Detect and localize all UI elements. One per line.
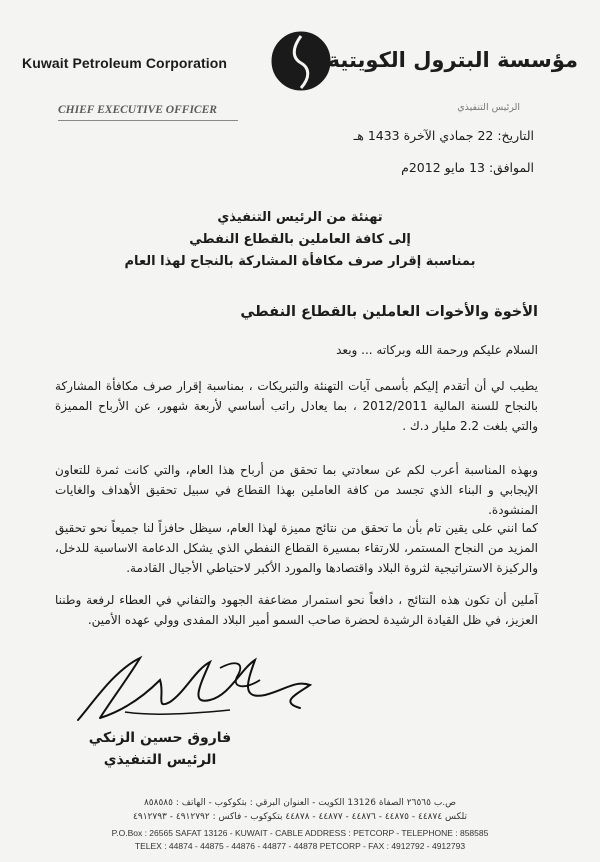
footer-arabic-contacts: تلكس ٤٤٨٧٤ - ٤٤٨٧٥ - ٤٤٨٧٦ - ٤٤٨٧٧ - ٤٤٨٧٨ بتكوكوب - فاكس : ٤٩١٢٧٩٢ - ٤٩١٢٧٩٣ xyxy=(133,812,467,822)
org-name-english: Kuwait Petroleum Corporation xyxy=(22,55,228,71)
heading-line-2: إلى كافة العاملين بالقطاع النفطي xyxy=(189,232,411,247)
paragraph-3: كما انني على يقين تام بأن ما تحقق من نتائج مميزة لهذا العام، سيظل حافزاً لنا جميعاً نحو تحقيق المزيد من النجاح المستمر، للارتقاء بمسيرة القطاع النفطي الذي يشكل الدعامة الاساسية للدخل، والركيزة الاستراتيجية لثروة البلاد واقتصادها والمورد الأكبر لاحتياطي الأجيال القادمة. xyxy=(55,521,538,575)
heading-line-1: تهنئة من الرئيس التنفيذي xyxy=(217,210,383,225)
paragraph-2: وبهذه المناسبة أعرب لكم عن سعادتي بما تحقق من أرباح هذا العام، والتي كانت ثمرة للتعاون الإيجابي و البناء الذي تجسد من كافة العاملين بهذا القطاع في سبيل تحقيق الأهداف والغايات المنشودة. xyxy=(55,463,538,517)
heading-line-3: بمناسبة إقرار صرف مكافأة المشاركة بالنجاح لهذا العام xyxy=(124,254,476,269)
org-name-arabic: مؤسسة البترول الكويتية xyxy=(327,48,578,72)
footer-english-contacts: TELEX : 44874 - 44875 - 44876 - 44877 - 44878 PETCORP - FAX : 4912792 - 4912793 xyxy=(134,841,466,851)
gregorian-date: الموافق: 13 مايو 2012م xyxy=(401,160,534,175)
hijri-date: التاريخ: 22 جمادي الآخرة 1433 هـ xyxy=(353,128,534,143)
office-title-arabic: الرئيس التنفيذي xyxy=(457,102,520,113)
handwritten-signature xyxy=(70,640,330,735)
header-divider xyxy=(58,120,238,121)
footer-english-address: P.O.Box : 26565 SAFAT 13126 - KUWAIT - CABLE ADDRESS : PETCORP - TELEPHONE : 858585 xyxy=(111,828,489,838)
office-title-english: CHIEF EXECUTIVE OFFICER xyxy=(58,104,217,116)
paragraph-4: آملين أن تكون هذه النتائج ، دافعاً نحو استمرار مضاعفة الجهود والتفاني في العطاء لرفعة وطننا العزيز، في ظل القيادة الرشيدة لحضرة صاحب السمو أمير البلاد المفدى وولي عهده الأمين. xyxy=(55,593,538,627)
greeting: السلام عليكم ورحمة الله وبركاته ... وبعد xyxy=(336,343,538,357)
signatory-title: الرئيس التنفيذي xyxy=(103,752,217,768)
salutation: الأخوة والأخوات العاملين بالقطاع النفطي xyxy=(240,304,538,320)
signatory-name: فاروق حسين الزنكي xyxy=(88,730,232,746)
kpc-logo-icon xyxy=(270,30,332,92)
paragraph-1: يطيب لي أن أتقدم إليكم بأسمى آيات التهنئة والتبريكات ، بمناسبة إقرار صرف مكافأة المشاركة بالنجاح للسنة المالية 2012/2011 ، بما يعادل راتب أساسي لأربعة شهور، عن الأرباح المميزة والتي بلغت 2.2 مليار د.ك . xyxy=(55,379,538,433)
footer-arabic-address: ص.ب ٢٦٥٦٥ الصفاة 13126 الكويت - العنوان البرقي : بتكوكوب - الهاتف : ٨٥٨٥٨٥ xyxy=(143,798,457,808)
